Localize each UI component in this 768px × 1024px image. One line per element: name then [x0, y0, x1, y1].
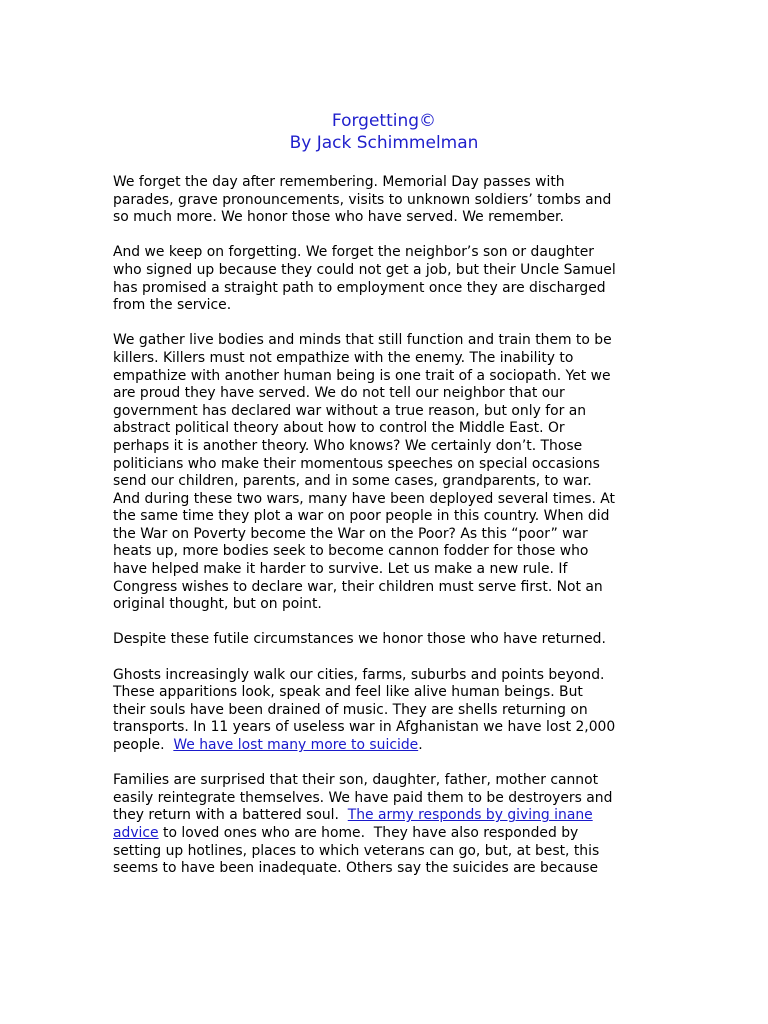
paragraph-3 — [113, 332, 658, 614]
paragraph-6 — [113, 772, 658, 878]
text-line: killers. Killers must not empathize with the enemy. The inability to — [113, 349, 574, 366]
text-line: heats up, more bodies seek to become cannon fodder for those who — [113, 543, 589, 560]
text-fragment: to loved ones who are home. They have also responded by — [158, 824, 579, 841]
text-line: abstract political theory about how to control the Middle East. Or — [113, 420, 565, 437]
text-line: Families are surprised that their son, daughter, father, mother cannot — [113, 772, 599, 789]
text-line: parades, grave pronouncements, visits to unknown soldiers’ tombs and — [113, 191, 612, 208]
text-line: the same time they plot a war on poor people in this country. When did — [113, 508, 610, 525]
paragraph-2 — [113, 244, 658, 314]
text-line: And we keep on forgetting. We forget the neighbor’s son or daughter — [113, 244, 595, 261]
text-line — [113, 807, 658, 825]
text-line: politicians who make their momentous speeches on special occasions — [113, 455, 600, 472]
text-line: are proud they have served. We do not tell our neighbor that our — [113, 385, 565, 402]
author-byline: By Jack Schimmelman — [289, 133, 479, 153]
text-line: We forget the day after remembering. Memorial Day passes with — [113, 174, 565, 190]
text-line: their souls have been drained of music. They are shells returning on — [113, 701, 588, 718]
text-line: original thought, but on point. — [113, 596, 322, 613]
document-body — [113, 174, 658, 895]
text-line: We gather live bodies and minds that still function and train them to be — [113, 332, 612, 349]
suicide-stats-link[interactable]: We have lost many more to suicide — [173, 737, 419, 753]
text-line: Despite these futile circumstances we honor those who have returned. — [113, 631, 606, 648]
text-line: These apparitions look, speak and feel like alive human beings. But — [113, 684, 583, 701]
text-line: seems to have been inadequate. Others say the suicides are because — [113, 860, 599, 877]
text-line: Ghosts increasingly walk our cities, farms, suburbs and points beyond. — [113, 666, 605, 683]
text-line: so much more. We honor those who have served. We remember. — [113, 209, 564, 226]
text-line: who signed up because they could not get a job, but their Uncle Samuel — [113, 261, 616, 278]
title-text: Forgetting© — [331, 111, 437, 131]
text-line: the War on Poverty become the War on the Poor? As this “poor” war — [113, 525, 588, 542]
text-line: perhaps it is another theory. Who knows? We certainly don’t. Those — [113, 437, 583, 454]
text-line: send our children, parents, and in some cases, grandparents, to war. — [113, 473, 592, 490]
army-advice-link[interactable]: The army responds by giving inane — [347, 807, 593, 824]
text-fragment: people. — [113, 737, 174, 753]
text-line: easily reintegrate themselves. We have paid them to be destroyers and — [113, 789, 613, 806]
text-line: government has declared war without a true reason, but only for an — [113, 402, 587, 419]
text-line: Congress wishes to declare war, their children must serve first. Not an — [113, 578, 603, 595]
text-line: setting up hotlines, places to which veterans can go, but, at best, this — [113, 842, 600, 859]
document-title — [0, 110, 768, 154]
text-line: transports. In 11 years of useless war in Afghanistan we have lost 2,000 — [113, 719, 616, 736]
paragraph-4 — [113, 631, 658, 649]
text-fragment: they return with a battered soul. — [113, 807, 348, 824]
text-line: empathize with another human being is one trait of a sociopath. Yet we — [113, 367, 611, 384]
text-line — [113, 737, 658, 755]
text-line: from the service. — [113, 297, 232, 314]
text-line: has promised a straight path to employment once they are discharged — [113, 279, 606, 296]
paragraph-5 — [113, 667, 658, 755]
text-line: have helped make it harder to survive. Let us make a new rule. If — [113, 561, 568, 578]
text-line: And during these two wars, many have been deployed several times. At — [113, 490, 615, 507]
paragraph-1 — [113, 174, 658, 227]
text-line — [113, 825, 658, 843]
text-fragment: . — [418, 737, 423, 753]
army-advice-link-continued[interactable]: advice — [113, 824, 159, 841]
